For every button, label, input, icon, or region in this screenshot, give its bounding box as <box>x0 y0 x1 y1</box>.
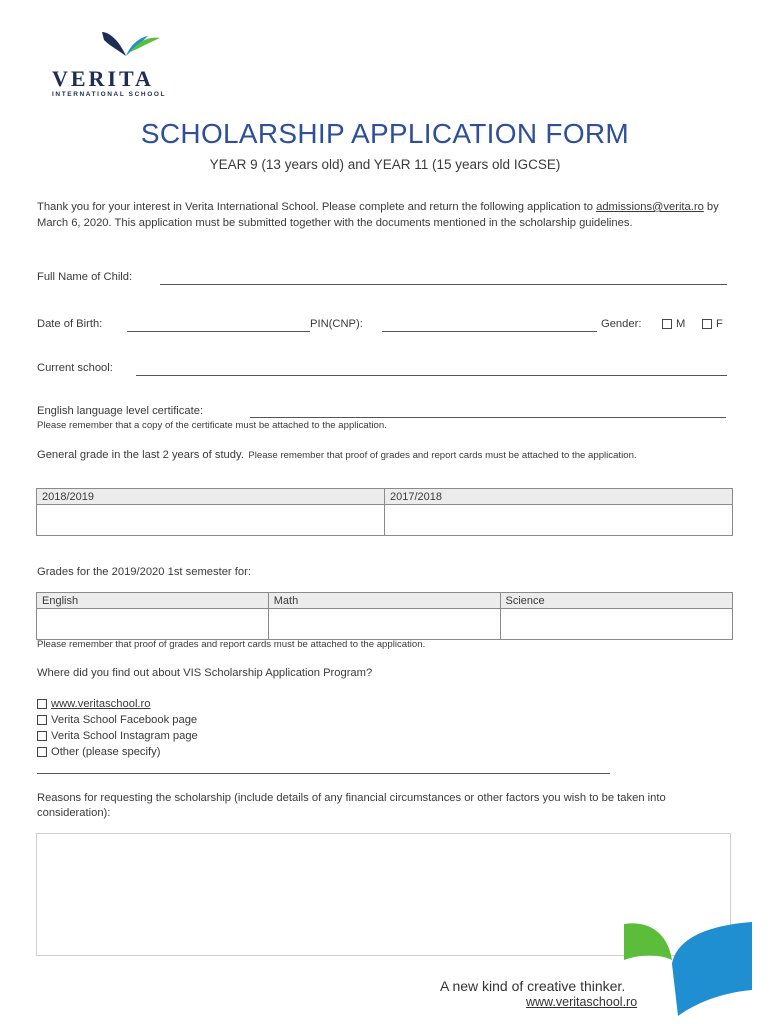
footer-website-link[interactable]: www.veritaschool.ro <box>526 995 638 1009</box>
form-subtitle: YEAR 9 (13 years old) and YEAR 11 (15 years old IGCSE) <box>209 157 561 172</box>
current-school-field[interactable] <box>136 375 727 376</box>
english-cert-note: Please remember that a copy of the certificate must be attached to the application. <box>37 420 387 431</box>
source-option-instagram[interactable] <box>37 730 198 742</box>
semester-cell-science[interactable] <box>500 609 732 640</box>
english-cert-field[interactable] <box>250 417 726 418</box>
semester-col-math: Math <box>268 593 500 609</box>
grade-cell-2018-2019[interactable] <box>37 505 385 536</box>
gender-female-option[interactable] <box>702 318 723 330</box>
source-option-website[interactable] <box>37 698 150 710</box>
current-school-label: Current school: <box>37 362 113 374</box>
gender-male-checkbox[interactable] <box>662 319 672 329</box>
gender-male-option[interactable] <box>662 318 685 330</box>
reasons-label: Reasons for requesting the scholarship (include details of any financial circumstances or other factors you wish to be taken into consideration): <box>37 792 666 819</box>
source-option-other[interactable] <box>37 746 160 758</box>
footer-slogan: A new kind of creative thinker. <box>440 978 626 994</box>
general-grade-heading <box>37 447 737 463</box>
grade-col-2018-2019: 2018/2019 <box>37 489 385 505</box>
facebook-checkbox[interactable] <box>37 715 47 725</box>
dob-field[interactable] <box>127 331 310 332</box>
semester-grade-table <box>36 592 733 640</box>
pin-field[interactable] <box>382 331 597 332</box>
website-checkbox[interactable] <box>37 699 47 709</box>
instagram-option-label: Verita School Instagram page <box>51 730 198 742</box>
logo-wings-icon <box>50 28 190 68</box>
semester-cell-english[interactable] <box>37 609 269 640</box>
logo-subtitle: INTERNATIONAL SCHOOL <box>52 91 167 98</box>
website-link[interactable]: www.veritaschool.ro <box>51 698 151 710</box>
source-option-facebook[interactable] <box>37 714 197 726</box>
form-title: SCHOLARSHIP APPLICATION FORM <box>140 118 630 149</box>
full-name-label: Full Name of Child: <box>37 271 133 283</box>
source-question: Where did you find out about VIS Scholarship Application Program? <box>37 667 373 679</box>
semester-col-science: Science <box>500 593 732 609</box>
other-checkbox[interactable] <box>37 747 47 757</box>
other-option-label: Other (please specify) <box>51 746 161 758</box>
intro-text-start: Thank you for your interest in Verita International School. Please complete and return the following application to <box>37 201 597 213</box>
dob-label: Date of Birth: <box>37 318 103 330</box>
semester-label: Grades for the 2019/2020 1st semester for: <box>37 566 251 578</box>
gender-female-checkbox[interactable] <box>702 319 712 329</box>
general-grade-label: General grade in the last 2 years of study. <box>37 449 244 461</box>
pin-label: PIN(CNP): <box>310 318 363 330</box>
semester-note: Please remember that proof of grades and report cards must be attached to the application. <box>37 639 426 650</box>
general-grade-table <box>36 488 733 536</box>
semester-col-english: English <box>37 593 269 609</box>
gender-female-label: F <box>716 318 723 330</box>
general-grade-note: Please remember that proof of grades and report cards must be attached to the application. <box>248 450 637 461</box>
intro-paragraph <box>37 200 737 231</box>
gender-male-label: M <box>676 318 686 330</box>
footer-wings-icon <box>620 920 755 1020</box>
grade-cell-2017-2018[interactable] <box>385 505 733 536</box>
intro-text-end: by March 6, 2020. This application must be submitted together with the documents mentioned in the scholarship guidelines. <box>37 201 719 229</box>
instagram-checkbox[interactable] <box>37 731 47 741</box>
admissions-email-link[interactable]: admissions@verita.ro <box>596 201 704 213</box>
facebook-option-label: Verita School Facebook page <box>51 714 198 726</box>
logo-wordmark: VERITA <box>52 66 154 91</box>
grade-col-2017-2018: 2017/2018 <box>385 489 733 505</box>
other-specify-field[interactable] <box>37 773 610 774</box>
gender-label: Gender: <box>601 318 642 330</box>
full-name-field[interactable] <box>160 284 727 285</box>
english-cert-label: English language level certificate: <box>37 405 204 417</box>
semester-cell-math[interactable] <box>268 609 500 640</box>
